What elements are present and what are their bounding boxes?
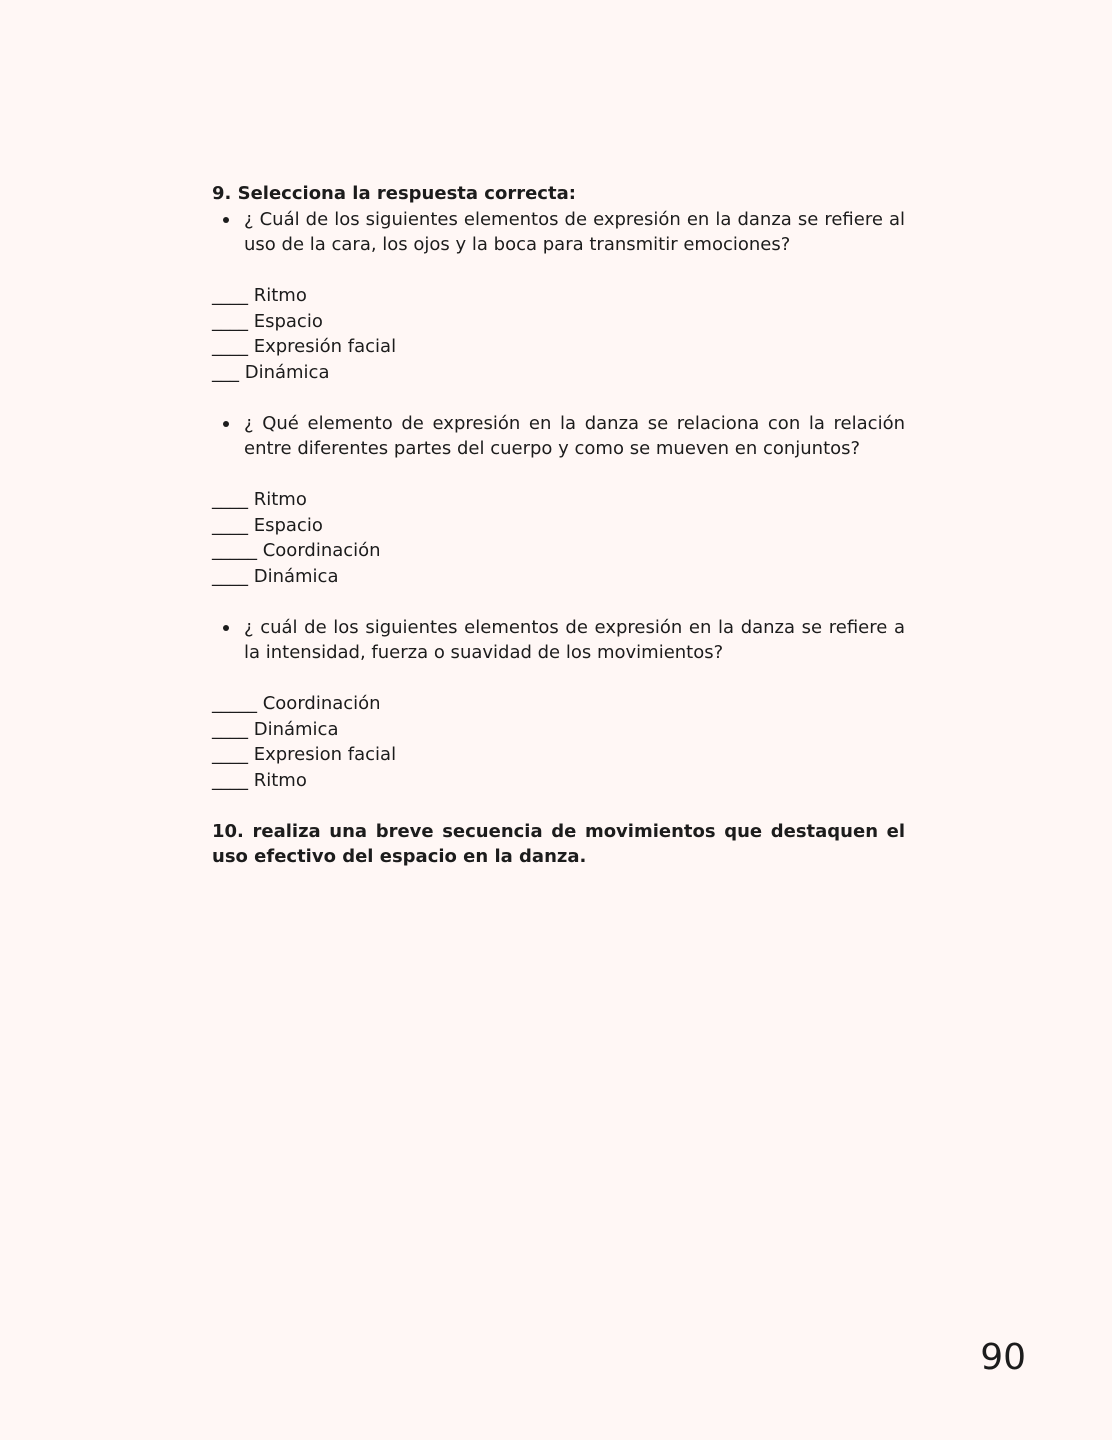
option-item: ____ Ritmo [212, 285, 307, 306]
section-9-title: 9. Selecciona la respuesta correcta: [212, 183, 576, 204]
option-item: ____ Espacio [212, 514, 323, 536]
question-2-options [212, 487, 905, 589]
option-item: ____ Ritmo [212, 769, 307, 791]
option-item: ____ Dinámica [212, 718, 339, 740]
page-number: 90 [980, 1337, 1026, 1378]
option-item: ____ Espacio [212, 310, 323, 332]
option-item: ___ Dinámica [212, 361, 330, 383]
spacer [212, 385, 905, 411]
spacer [212, 589, 905, 615]
question-3: ¿ cuál de los siguientes elementos de expresión en la danza se refiere a la intensidad, fuerza o suavidad de los movimientos? [212, 615, 905, 666]
spacer [212, 793, 905, 819]
option-item: _____ Coordinación [212, 540, 381, 561]
question-1: ¿ Cuál de los siguientes elementos de expresión en la danza se refiere al uso de la cara, los ojos y la boca para transmitir emociones? [212, 207, 905, 258]
option-item: _____ Coordinación [212, 693, 381, 714]
option-item: ____ Expresión facial [212, 336, 397, 357]
worksheet-content [212, 181, 905, 870]
option-item: ____ Expresion facial [212, 744, 397, 765]
question-1-options [212, 283, 905, 385]
question-3-options [212, 691, 905, 793]
section-10-prompt: 10. realiza una breve secuencia de movimientos que destaquen el uso efectivo del espacio en la danza. [212, 820, 905, 867]
option-item: ____ Ritmo [212, 489, 307, 510]
question-2: ¿ Qué elemento de expresión en la danza se relaciona con la relación entre diferentes partes del cuerpo y como se mueven en conjuntos? [212, 411, 905, 462]
option-item: ____ Dinámica [212, 565, 339, 587]
